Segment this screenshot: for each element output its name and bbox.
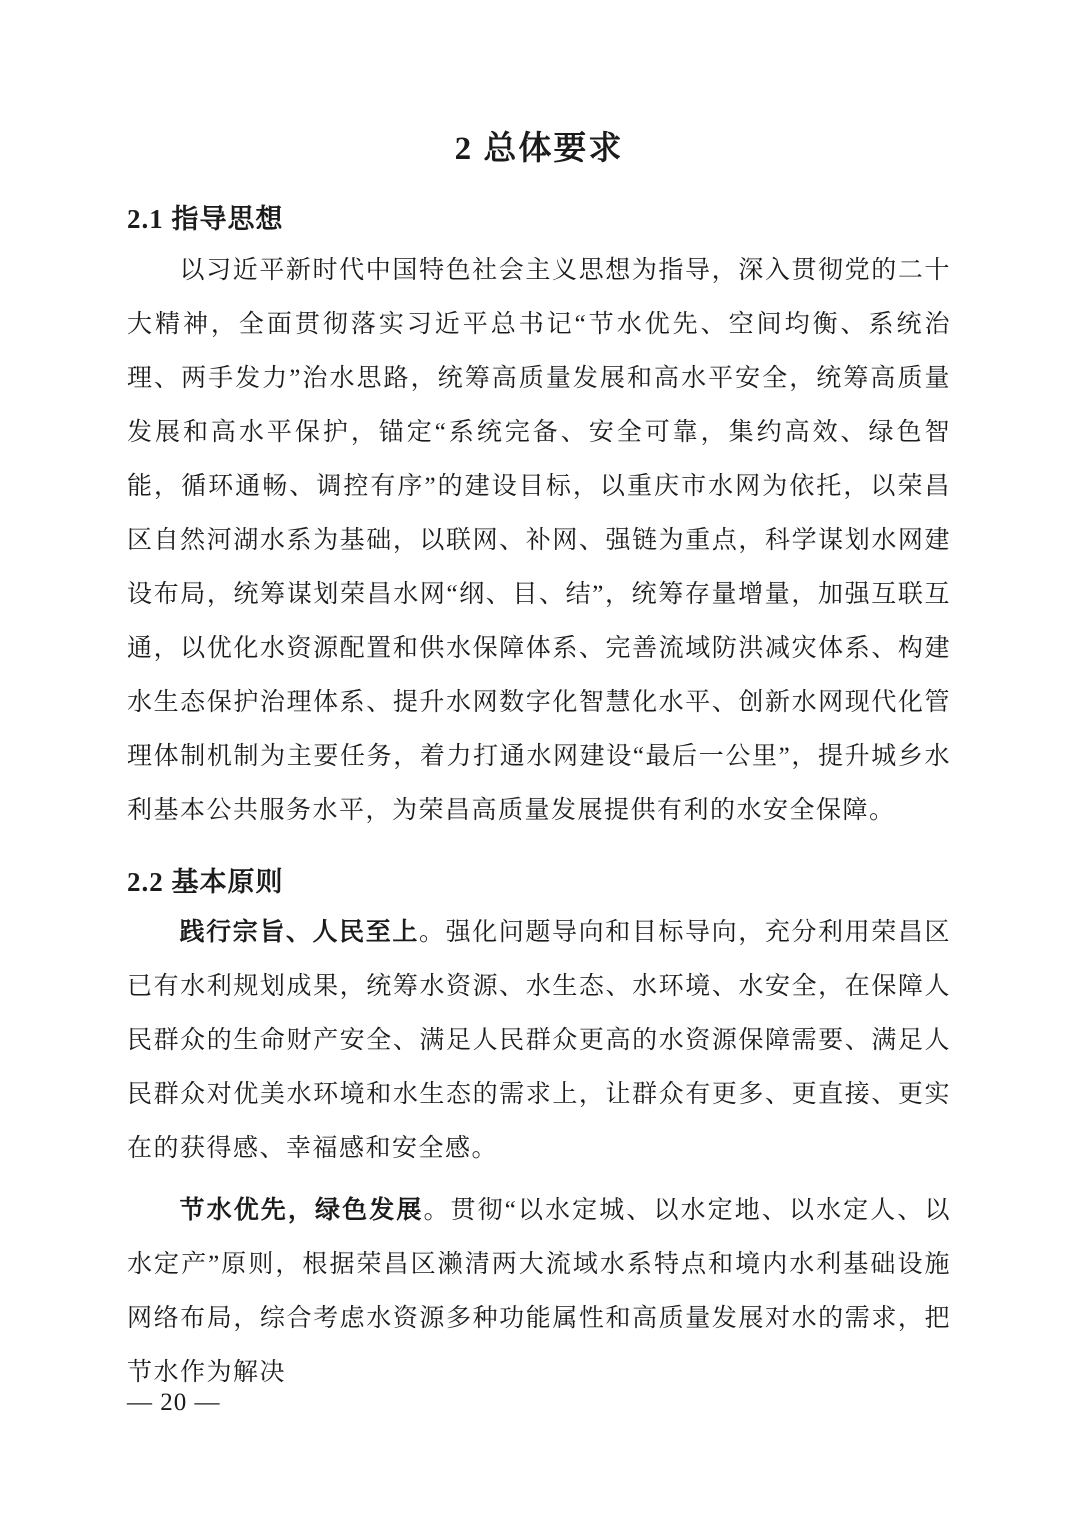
paragraph-text: 。贯彻“以水定城、以水定地、以水定人、以水定产”原则，根据荣昌区濑清两大流域水系特点和境内水利基础设施网络布局，综合考虑水资源多种功能属性和高质量发展对水的需求，把节水作为解决 xyxy=(127,1197,951,1386)
paragraph-bold-lead: 节水优先，绿色发展 xyxy=(179,1197,424,1224)
page-number: — 20 — xyxy=(127,1389,221,1416)
paragraph-text: 。强化问题导向和目标导向，充分利用荣昌区已有水利规划成果，统筹水资源、水生态、水环境、水安全，在保障人民群众的生命财产安全、满足人民群众更高的水资源保障需要、满足人民群众对优美水环境和水生态的需求上，让群众有更多、更直接、更实在的获得感、幸福感和安全感。 xyxy=(127,919,951,1162)
paragraph-bold-lead: 践行宗旨、人民至上 xyxy=(179,919,419,946)
paragraph-principle-water-saving xyxy=(127,1184,951,1400)
section-heading-2-1: 2.1 指导思想 xyxy=(127,204,284,234)
page-title: 2 总体要求 xyxy=(454,131,624,167)
paragraph-text: 以习近平新时代中国特色社会主义思想为指导，深入贯彻党的二十大精神，全面贯彻落实习近平总书记“节水优先、空间均衡、系统治理、两手发力”治水思路，统筹高质量发展和高水平安全，统筹高质量发展和高水平保护，锚定“系统完备、安全可靠，集约高效、绿色智能，循环通畅、调控有序”的建设目标，以重庆市水网为依托，以荣昌区自然河湖水系为基础，以联网、补网、强链为重点，科学谋划水网建设布局，统筹谋划荣昌水网“纲、目、结”，统筹存量增量，加强互联互通，以优化水资源配置和供水保障体系、完善流域防洪减灾体系、构建水生态保护治理体系、提升水网数字化智慧化水平、创新水网现代化管理体制机制为主要任务，着力打通水网建设“最后一公里”，提升城乡水利基本公共服务水平，为荣昌高质量发展提供有利的水安全保障。 xyxy=(127,257,951,824)
page-content xyxy=(127,0,951,1400)
section-heading-2-2: 2.2 基本原则 xyxy=(127,867,284,897)
paragraph-principle-people-first xyxy=(127,906,951,1176)
paragraph-guiding-ideology xyxy=(127,244,951,838)
